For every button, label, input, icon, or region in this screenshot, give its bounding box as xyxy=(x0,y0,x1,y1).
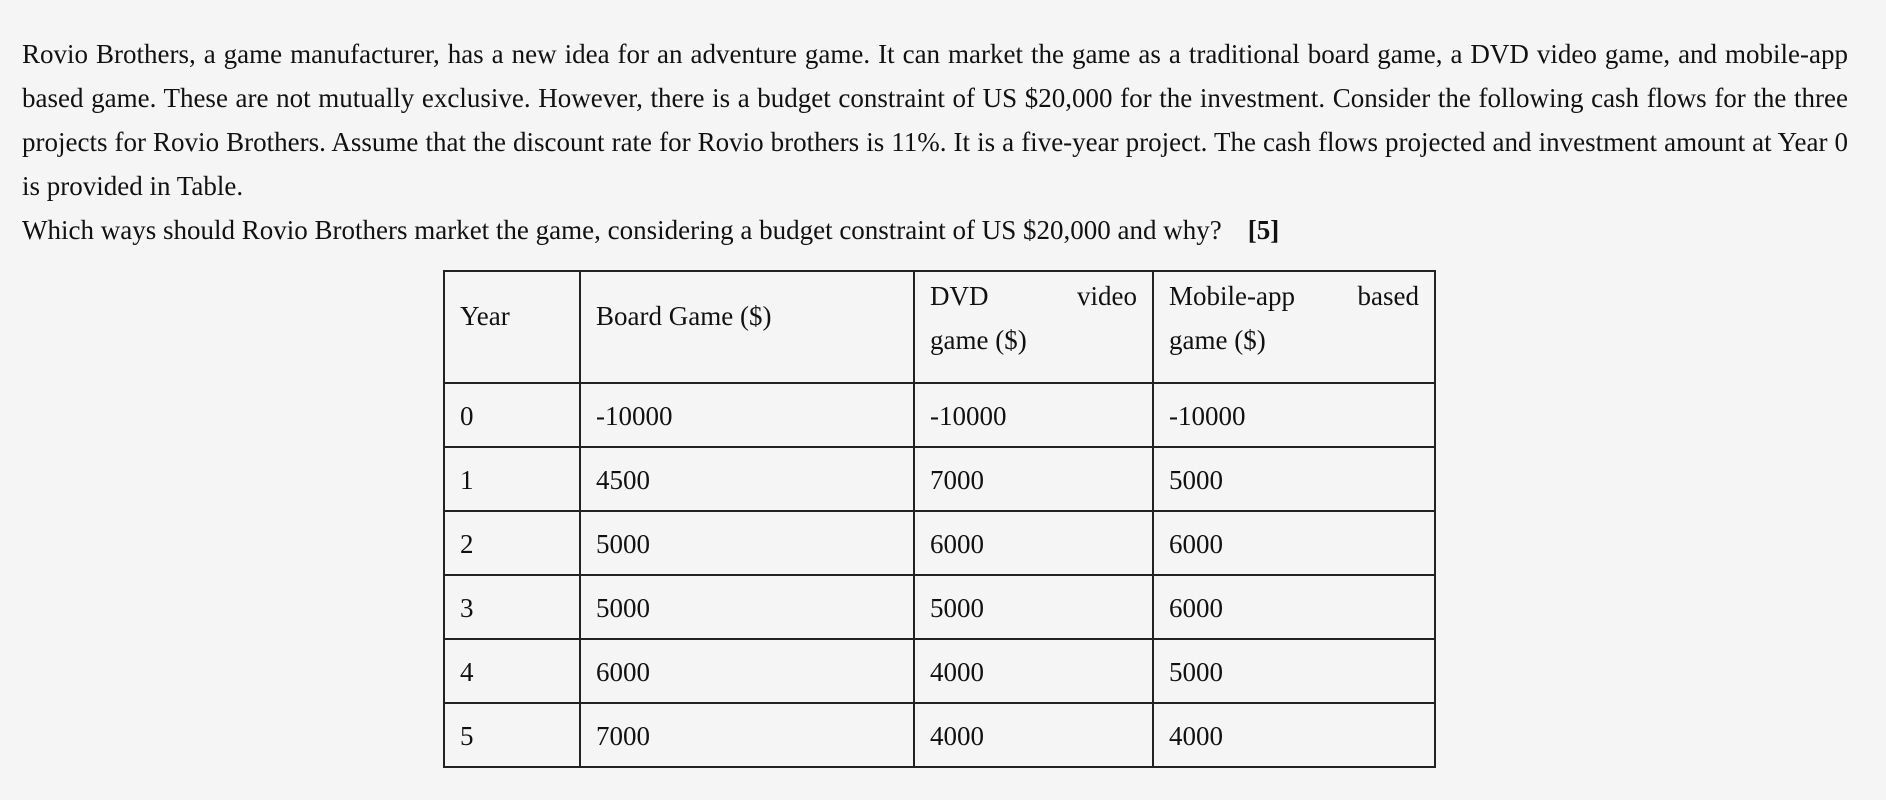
cell-mobile: 4000 xyxy=(1153,703,1435,767)
table-header-row xyxy=(444,271,1435,383)
header-mobile-line1: Mobile-app based xyxy=(1169,281,1419,311)
cell-board: 4500 xyxy=(580,447,914,511)
question-paragraph: Rovio Brothers, a game manufacturer, has a new idea for an adventure game. It can market the game as a traditional board game, a DVD video game, and mobile-app based game. These are not mutually exclusive. However, there is a budget constraint of US $20,000 for the investment. Consider the following cash flows for the three projects for Rovio Brothers. Assume that the discount rate for Rovio brothers is 11%. It is a five-year project. The cash flows projected and investment amount at Year 0 is provided in Table. xyxy=(22,39,1848,201)
question-prompt-text: Which ways should Rovio Brothers market the game, considering a budget constraint of US $20,000 and why? xyxy=(22,215,1222,245)
table-row xyxy=(444,447,1435,511)
cell-year: 4 xyxy=(444,639,580,703)
header-mobile-line2: game ($) xyxy=(1169,325,1266,355)
table-row xyxy=(444,383,1435,447)
cell-year: 3 xyxy=(444,575,580,639)
cell-board: 7000 xyxy=(580,703,914,767)
table-row xyxy=(444,639,1435,703)
cell-mobile: 5000 xyxy=(1153,639,1435,703)
cell-board: 6000 xyxy=(580,639,914,703)
header-year: Year xyxy=(444,271,580,383)
table-row xyxy=(444,511,1435,575)
cell-mobile: 6000 xyxy=(1153,511,1435,575)
cell-year: 0 xyxy=(444,383,580,447)
cell-dvd: 4000 xyxy=(914,639,1153,703)
table-row xyxy=(444,575,1435,639)
header-dvd-line2: game ($) xyxy=(930,325,1027,355)
cell-mobile: 5000 xyxy=(1153,447,1435,511)
cell-year: 1 xyxy=(444,447,580,511)
cell-mobile: 6000 xyxy=(1153,575,1435,639)
cell-dvd: 6000 xyxy=(914,511,1153,575)
cell-year: 5 xyxy=(444,703,580,767)
cell-dvd: 7000 xyxy=(914,447,1153,511)
question-prompt xyxy=(22,208,1848,252)
header-board-game: Board Game ($) xyxy=(580,271,914,383)
cell-mobile: -10000 xyxy=(1153,383,1435,447)
cell-board: 5000 xyxy=(580,575,914,639)
cell-dvd: 5000 xyxy=(914,575,1153,639)
cell-year: 2 xyxy=(444,511,580,575)
question-text xyxy=(22,32,1848,252)
cash-flow-table xyxy=(443,270,1436,768)
table-row xyxy=(444,703,1435,767)
cell-board: 5000 xyxy=(580,511,914,575)
cell-dvd: 4000 xyxy=(914,703,1153,767)
cell-board: -10000 xyxy=(580,383,914,447)
cell-dvd: -10000 xyxy=(914,383,1153,447)
header-dvd-game xyxy=(914,271,1153,383)
marks-label: [5] xyxy=(1247,215,1280,245)
header-mobile-game xyxy=(1153,271,1435,383)
header-dvd-line1: DVD video xyxy=(930,281,1137,311)
